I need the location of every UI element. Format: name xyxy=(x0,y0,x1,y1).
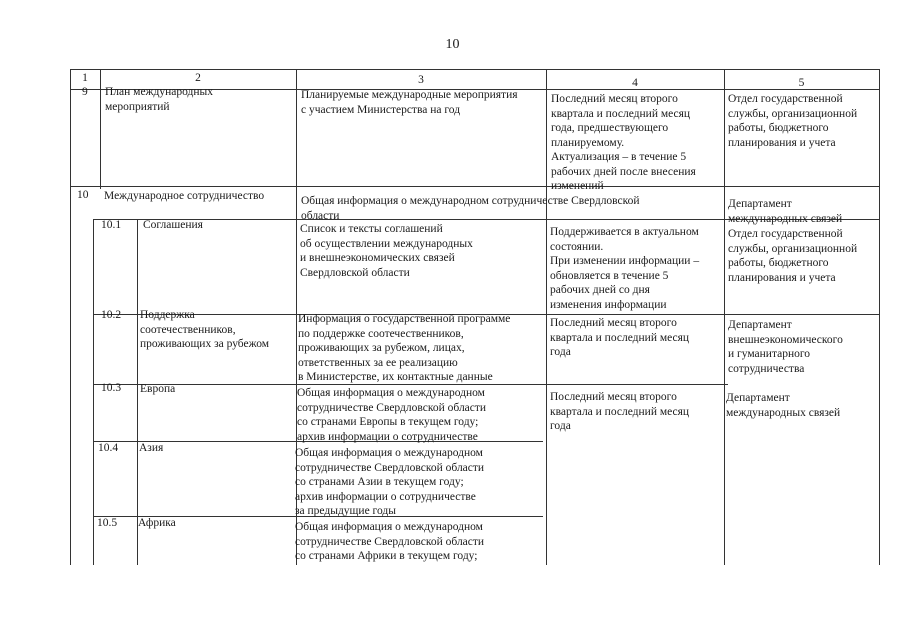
header-col-5: 5 xyxy=(798,77,805,89)
subnum-left-divider xyxy=(93,219,94,565)
row-10-4-name: Азия xyxy=(139,442,164,454)
header-col-4: 4 xyxy=(632,77,638,89)
row-10-1-content: Список и тексты соглашений об осуществлении международных и внешнеэкономических связей Свердловской области xyxy=(300,223,473,279)
row-10-3-period: Последний месяц второго квартала и последний месяц года xyxy=(550,391,690,432)
row-10-3-number: 10.3 xyxy=(101,382,122,394)
row-10-2-content: Информация о государственной программе по поддержке соотечественников, проживающих за рубежом, лицах, ответственных за ее реализацию в Министерстве, их контактные данные xyxy=(298,313,511,383)
row-10-3-responsible: Департамент международных связей xyxy=(726,392,841,419)
row-10-5-name: Африка xyxy=(138,517,176,529)
row-10-5-number: 10.5 xyxy=(97,517,118,529)
row-10-3-name: Европа xyxy=(140,383,176,395)
header-col-1: 1 xyxy=(82,72,88,84)
row-10-3-content: Общая информация о международном сотрудничестве Свердловской области со странами Европы в текущем году; архив информации о сотрудничестве xyxy=(297,387,487,443)
row-9-number: 9 xyxy=(82,86,88,98)
row-10-content: Общая информация о международном сотрудничестве Свердловской области xyxy=(301,195,640,222)
row-10-1-name: Соглашения xyxy=(143,219,203,231)
row-10-4-content: Общая информация о международном сотрудничестве Свердловской области со странами Азии в текущем году; архив информации о сотрудничестве за предыдущие годы xyxy=(295,447,485,517)
row-10-2-number: 10.2 xyxy=(101,309,122,321)
row-10-2-name: Поддержка соотечественников, проживающих за рубежом xyxy=(140,309,270,350)
subnum-right-divider xyxy=(137,219,138,565)
table-right-border xyxy=(879,69,880,565)
header-col-3: 3 xyxy=(418,74,424,86)
row-10-responsible: Департамент международных связей xyxy=(728,198,843,225)
row-10-number: 10 xyxy=(77,189,89,201)
row-10-1-period: Поддерживается в актуальном состоянии. При изменении информации – обновляется в течение 5 рабочих дней со дня изменения информации xyxy=(550,226,700,311)
row-10-4-number: 10.4 xyxy=(98,442,119,454)
col-1-2-divider xyxy=(100,69,101,189)
row-10-1-responsible: Отдел государственной службы, организационной работы, бюджетного планирования и учета xyxy=(728,228,858,284)
row-10-2-responsible: Департамент внешнеэкономического и гуманитарного сотрудничества xyxy=(728,319,843,375)
row-10-1-number: 10.1 xyxy=(101,219,122,231)
row-9-content: Планируемые международные мероприятия с участием Министерства на год xyxy=(301,89,518,116)
col-3-4-divider xyxy=(546,69,547,565)
row-10-name: Международное сотрудничество xyxy=(104,190,265,202)
table-top-border xyxy=(70,69,879,70)
row-10-2-period: Последний месяц второго квартала и последний месяц года xyxy=(550,317,690,358)
table-left-border xyxy=(70,69,71,565)
row-9-bottom-border xyxy=(70,186,879,187)
row-9-period: Последний месяц второго квартала и последний месяц года, предшествующего планируемому. Актуализация – в течение 5 рабочих дней после внесения изменений xyxy=(551,93,696,192)
col-4-5-divider xyxy=(724,69,725,565)
row-9-name: План международных мероприятий xyxy=(105,86,214,113)
row-9-responsible: Отдел государственной службы, организационной работы, бюджетного планирования и учета xyxy=(728,93,858,149)
row-10-5-content: Общая информация о международном сотрудничестве Свердловской области со странами Африки в текущем году; xyxy=(295,521,485,562)
page-number: 10 xyxy=(445,37,460,52)
header-col-2: 2 xyxy=(195,72,201,84)
